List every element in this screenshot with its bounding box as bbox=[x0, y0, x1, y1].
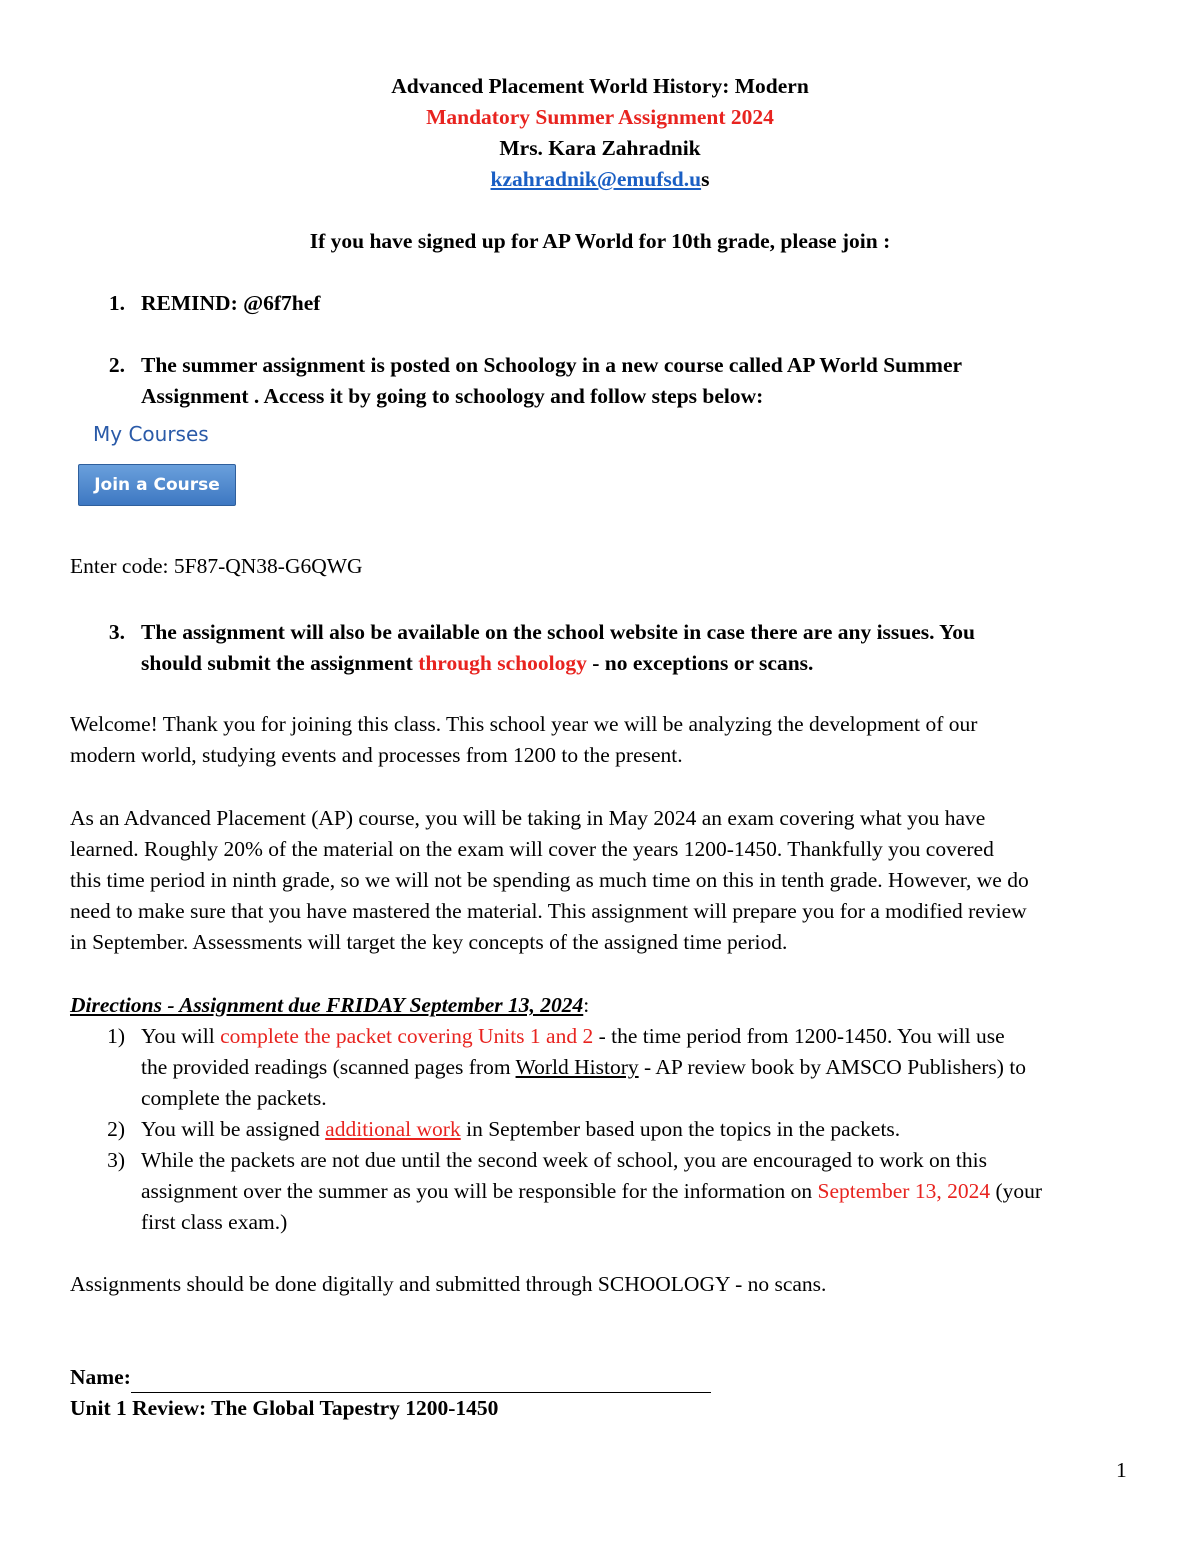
step-3-number: 3. bbox=[108, 620, 125, 644]
step-2-number: 2. bbox=[108, 353, 125, 377]
step-1-text: REMIND: @6f7hef bbox=[141, 291, 321, 315]
direction-2-text-b: in September based upon the topics in the packets. bbox=[460, 1117, 901, 1141]
document-subtitle: Mandatory Summer Assignment 2024 bbox=[426, 105, 774, 129]
direction-1-text-a: You will bbox=[141, 1024, 221, 1048]
direction-2-text-a: You will be assigned bbox=[141, 1117, 326, 1141]
my-courses-heading: My Courses bbox=[93, 422, 209, 446]
step-3-line-2 bbox=[141, 648, 1151, 679]
direction-3-number: 3) bbox=[107, 1148, 125, 1172]
teacher-email bbox=[0, 164, 1200, 195]
direction-1-line-1 bbox=[141, 1021, 1151, 1052]
directions-heading: Directions - Assignment due FRIDAY September 13, 2024 bbox=[70, 993, 584, 1017]
ap-line-2: learned. Roughly 20% of the material on the exam will cover the years 1200-1450. Thankfully you covered bbox=[70, 837, 994, 861]
enter-code: Enter code: 5F87-QN38-G6QWG bbox=[70, 554, 363, 578]
teacher-name: Mrs. Kara Zahradnik bbox=[499, 136, 701, 160]
page-number: 1 bbox=[1116, 1458, 1127, 1482]
direction-1-number: 1) bbox=[107, 1024, 125, 1048]
direction-1-line-3: complete the packets. bbox=[141, 1086, 327, 1110]
email-link[interactable]: kzahradnik@emufsd.u bbox=[490, 167, 702, 191]
direction-3-text-b: (your bbox=[990, 1179, 1043, 1203]
direction-3-text-a: assignment over the summer as you will be responsible for the information on bbox=[141, 1179, 818, 1203]
direction-1-text-b: - the time period from 1200-1450. You will use bbox=[593, 1024, 1005, 1048]
direction-1-line-2 bbox=[141, 1052, 1151, 1083]
name-row bbox=[70, 1362, 711, 1393]
direction-2-number: 2) bbox=[107, 1117, 125, 1141]
submit-note: Assignments should be done digitally and submitted through SCHOOLOGY - no scans. bbox=[70, 1272, 827, 1296]
direction-3-line-1: While the packets are not due until the second week of school, you are encouraged to work on this bbox=[141, 1148, 987, 1172]
direction-3-line-2 bbox=[141, 1176, 1151, 1207]
ap-line-5: in September. Assessments will target the key concepts of the assigned time period. bbox=[70, 930, 788, 954]
step-3-highlight: through schoology bbox=[418, 651, 587, 675]
step-1-number: 1. bbox=[108, 291, 125, 315]
ap-line-1: As an Advanced Placement (AP) course, you will be taking in May 2024 an exam covering what you have bbox=[70, 806, 986, 830]
direction-1-line-2-a: the provided readings (scanned pages from bbox=[141, 1055, 516, 1079]
step-2-line-1: The summer assignment is posted on Schoology in a new course called AP World Summer bbox=[141, 353, 963, 377]
ap-line-3: this time period in ninth grade, so we will not be spending as much time on this in tenth grade. However, we do bbox=[70, 868, 1029, 892]
direction-1 bbox=[141, 1021, 1151, 1114]
direction-3-line-3: first class exam.) bbox=[141, 1210, 288, 1234]
welcome-line-2: modern world, studying events and processes from 1200 to the present. bbox=[70, 743, 683, 767]
step-3-line-1: The assignment will also be available on the school website in case there are any issues. You bbox=[141, 620, 975, 644]
welcome-line-1: Welcome! Thank you for joining this class. This school year we will be analyzing the development of our bbox=[70, 712, 978, 736]
unit-title: Unit 1 Review: The Global Tapestry 1200-1450 bbox=[70, 1396, 499, 1420]
direction-1-highlight: complete the packet covering Units 1 and 2 bbox=[220, 1024, 594, 1048]
step-3-text bbox=[141, 617, 1151, 679]
join-course-button[interactable]: Join a Course bbox=[78, 464, 236, 506]
exam-date: September 13, 2024 bbox=[817, 1179, 991, 1203]
directions-heading-row bbox=[70, 990, 589, 1021]
join-prompt: If you have signed up for AP World for 10th grade, please join : bbox=[309, 229, 891, 253]
step-2-line-2: Assignment . Access it by going to schoology and follow steps below: bbox=[141, 384, 764, 408]
document-title: Advanced Placement World History: Modern bbox=[391, 74, 809, 98]
directions-colon: : bbox=[583, 993, 590, 1017]
step-2-text bbox=[141, 350, 1141, 412]
direction-1-line-2-b: - AP review book by AMSCO Publishers) to bbox=[638, 1055, 1027, 1079]
additional-work-link[interactable]: additional work bbox=[325, 1117, 461, 1141]
direction-3 bbox=[141, 1145, 1151, 1238]
direction-2 bbox=[141, 1114, 1151, 1145]
name-label: Name: bbox=[70, 1365, 131, 1389]
ap-line-4: need to make sure that you have mastered the material. This assignment will prepare you for a modified review bbox=[70, 899, 1027, 923]
book-title: World History bbox=[515, 1055, 639, 1079]
email-tail: s bbox=[701, 167, 710, 191]
document-header bbox=[0, 71, 1200, 195]
welcome-paragraph bbox=[70, 709, 1140, 771]
name-blank-line[interactable] bbox=[131, 1368, 711, 1393]
ap-paragraph bbox=[70, 803, 1140, 958]
step-3-text-b: - no exceptions or scans. bbox=[586, 651, 814, 675]
step-3-text-a: should submit the assignment bbox=[141, 651, 419, 675]
